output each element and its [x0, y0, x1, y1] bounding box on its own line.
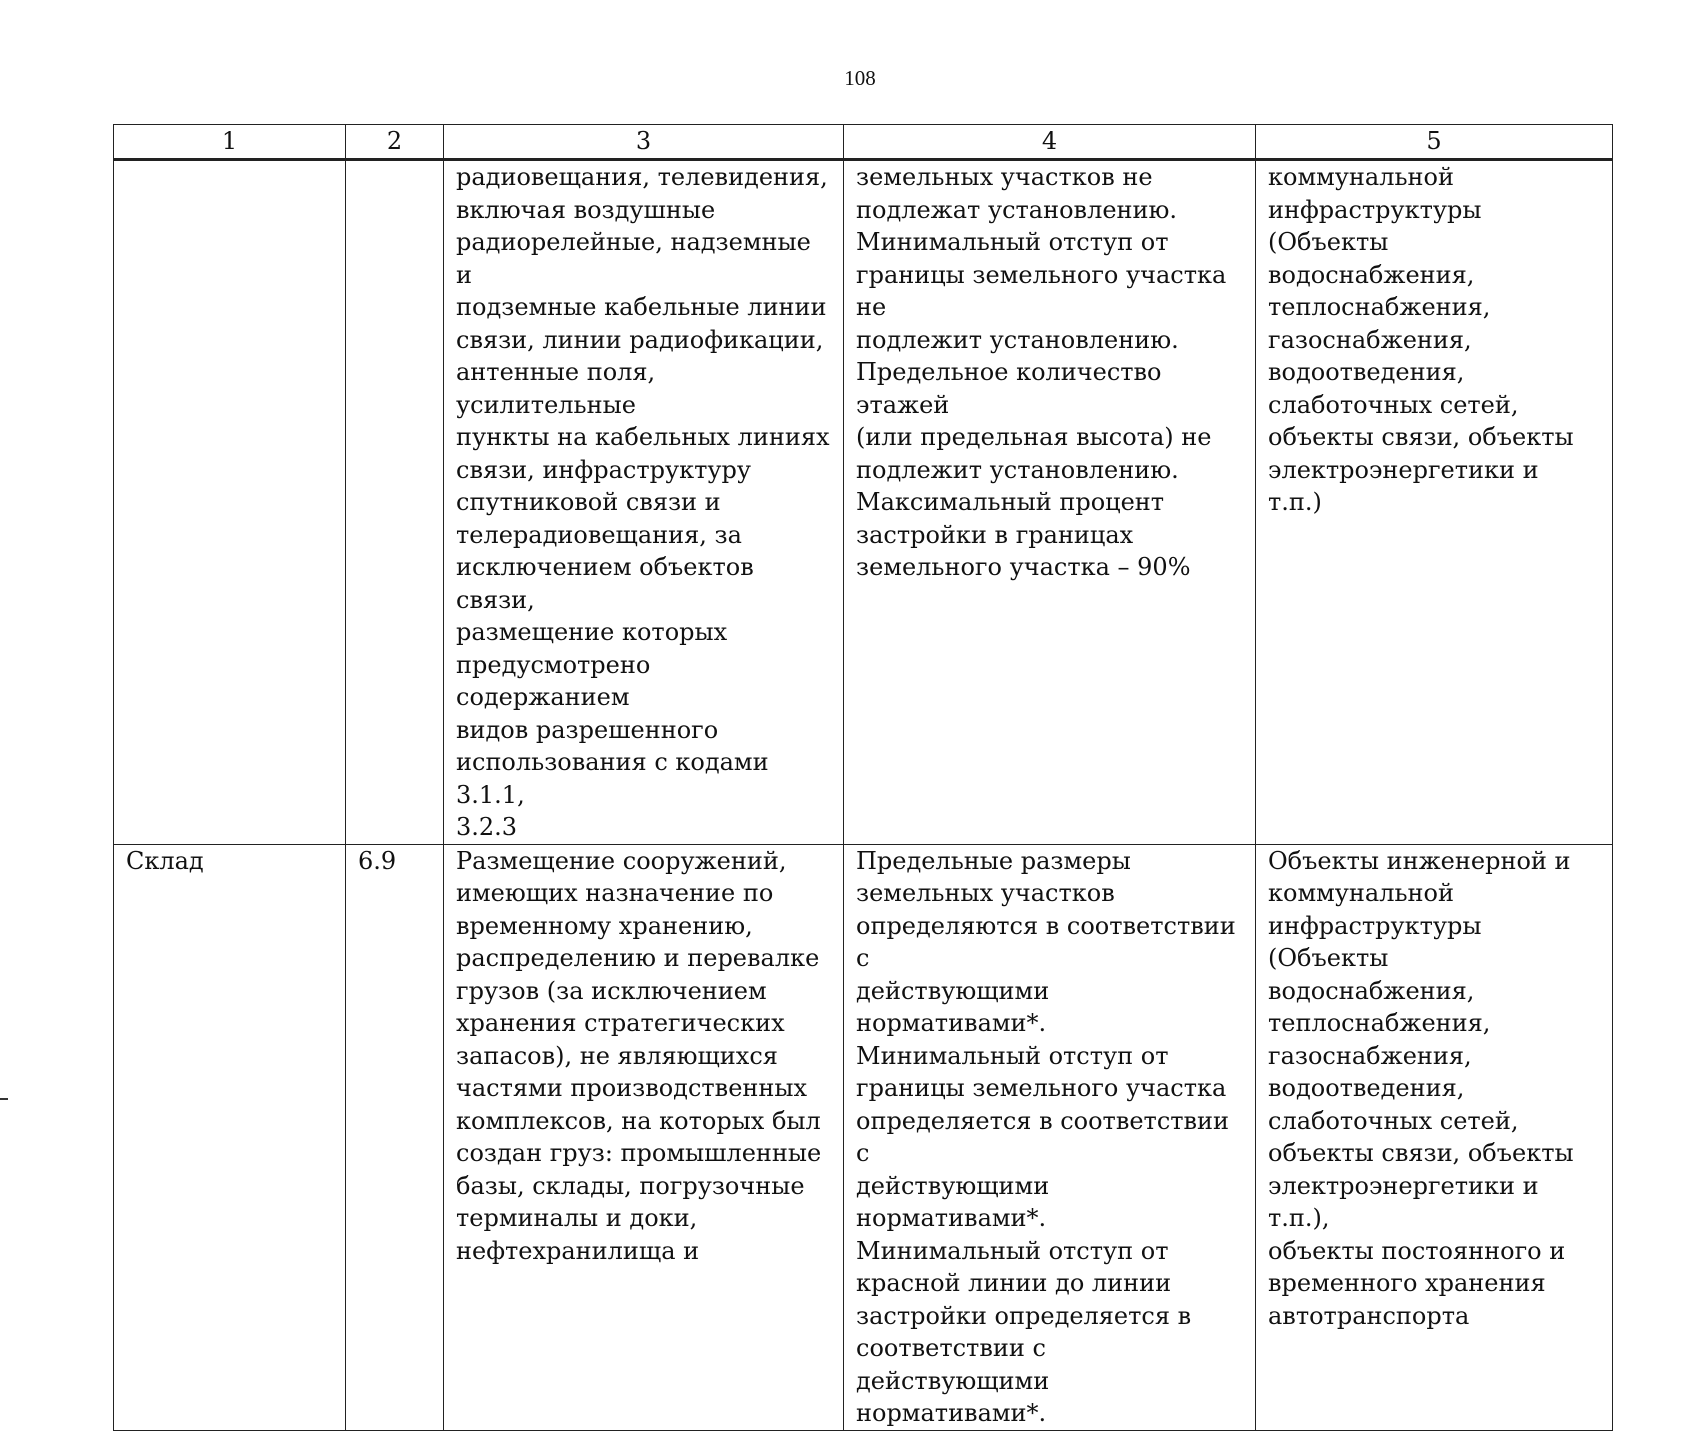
- auxiliary-uses-cell: Объекты инженерной и коммунальной инфраструктуры (Объекты водоснабжения, теплоснабжения, газоснабжения, водоотведения, слаботочных сетей, объекты связи, объекты электроэнергетики и т.п.), объекты постоянного и временного хранения автотранспорта: [1256, 844, 1613, 1430]
- margin-tick-mark: [0, 1098, 8, 1100]
- parameters-cell: Предельные размеры земельных участков определяются в соответствии с действующими нормативами*. Минимальный отступ от границы земельного участка определяется в соответствии с действующими нормативами*. Минимальный отступ от красной линии до линии застройки определяется в соответствии с действующими нормативами*.: [844, 844, 1256, 1430]
- land-use-description-cell: радиовещания, телевидения, включая воздушные радиорелейные, надземные и подземные кабельные линии связи, линии радиофикации, антенные поля, усилительные пункты на кабельных линиях связи, инфраструктуру спутниковой связи и телерадиовещания, за исключением объектов связи, размещение которых предусмотрено содержанием видов разрешенного использования с кодами 3.1.1, 3.2.3: [444, 160, 844, 845]
- land-use-code-cell: 6.9: [346, 844, 444, 1430]
- column-header-5: 5: [1256, 125, 1613, 160]
- header-row: [114, 125, 1613, 160]
- land-use-description-cell: Размещение сооружений, имеющих назначение по временному хранению, распределению и перевалке грузов (за исключением хранения стратегических запасов), не являющихся частями производственных комплексов, на которых был создан груз: промышленные базы, склады, погрузочные терминалы и доки, нефтехранилища и: [444, 844, 844, 1430]
- parameters-cell: земельных участков не подлежат установлению. Минимальный отступ от границы земельного участка не подлежит установлению. Предельное количество этажей (или предельная высота) не подлежит установлению. Максимальный процент застройки в границах земельного участка – 90%: [844, 160, 1256, 845]
- column-header-4: 4: [844, 125, 1256, 160]
- land-use-name-cell: [114, 160, 346, 845]
- table-row: [114, 160, 1613, 845]
- table-row: [114, 844, 1613, 1430]
- land-use-name-cell: Склад: [114, 844, 346, 1430]
- column-header-2: 2: [346, 125, 444, 160]
- land-use-code-cell: [346, 160, 444, 845]
- auxiliary-uses-cell: коммунальной инфраструктуры (Объекты водоснабжения, теплоснабжения, газоснабжения, водоотведения, слаботочных сетей, объекты связи, объекты электроэнергетики и т.п.): [1256, 160, 1613, 845]
- column-header-1: 1: [114, 125, 346, 160]
- land-use-table: [113, 124, 1613, 1431]
- column-header-3: 3: [444, 125, 844, 160]
- page-number: 108: [844, 66, 876, 90]
